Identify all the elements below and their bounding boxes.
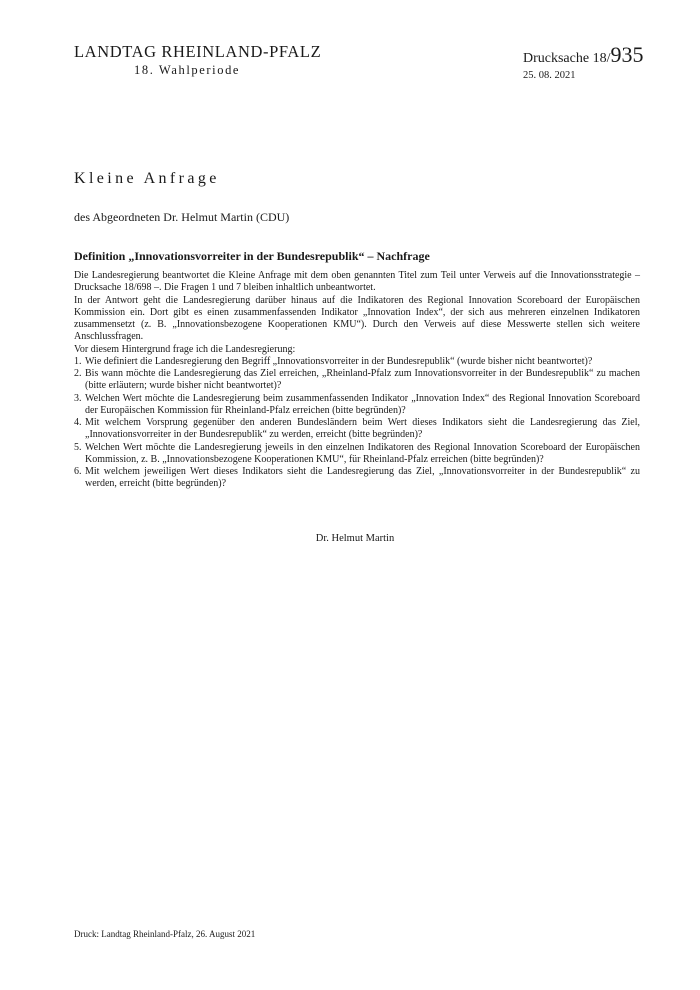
subject-heading: Definition „Innovationsvorreiter in der Bundesrepublik“ – Nachfrage bbox=[74, 249, 430, 263]
question-number: 4. bbox=[74, 417, 82, 428]
question-number: 2. bbox=[74, 368, 82, 379]
question-text: Welchen Wert möchte die Landesregierung beim zusammenfassenden Indikator „Innovation Index“ des Regional Innovation Scoreboard der Europäischen Kommission für Rheinland-Pfalz erreichen (bitte begründen)? bbox=[85, 392, 640, 416]
list-item bbox=[74, 417, 640, 442]
question-number: 5. bbox=[74, 441, 82, 453]
printed-paper-label: Drucksache 18/ bbox=[523, 51, 611, 66]
question-list bbox=[74, 356, 640, 491]
list-item bbox=[74, 393, 640, 418]
question-text: Mit welchem jeweiligen Wert dieses Indikators sieht die Landesregierung das Ziel, „Innovationsvorreiter in der Bundesrepublik“ zu werden, erreicht (bitte begründen)? bbox=[85, 466, 640, 490]
list-item bbox=[74, 442, 640, 467]
author-line: des Abgeordneten Dr. Helmut Martin (CDU) bbox=[74, 210, 290, 224]
context-paragraph: In der Antwort geht die Landesregierung darüber hinaus auf die Indikatoren des Regional Innovation Scoreboard der Europäischen Kommission ein. Dort gibt es einen zusammenfassenden Indikator „Innovation Index“, der sich aus mehreren einzelnen Indikatoren zusammensetzt (z. B. „Innovationsbezogene Kooperationen KMU“). Durch den Verweis auf diese Messwerte stellen sich weitere Anschlussfragen. bbox=[74, 294, 640, 343]
question-text: Welchen Wert möchte die Landesregierung jeweils in den einzelnen Indikatoren des Regional Innovation Scoreboard der Europäischen Kommission, z. B. „Innovationsbezogene Kooperationen KMU“, für Rheinland-Pfalz erreichen (bitte begründen)? bbox=[85, 441, 640, 465]
intro-paragraph: Die Landesregierung beantwortet die Kleine Anfrage mit dem oben genannten Titel zum Teil unter Verweis auf die Innovationsstrategie – Drucksache 18/698 –. Die Fragen 1 und 7 bleiben inhaltlich unbeantwortet. bbox=[74, 270, 640, 294]
document-body bbox=[74, 270, 640, 491]
question-text: Mit welchem Vorsprung gegenüber den anderen Bundesländern beim Wert dieses Indikators sieht die Landesregierung das Ziel, „Innovationsvorreiter in der Bundesrepublik“ zu werden, erreicht (bitte begründen)? bbox=[85, 417, 640, 441]
question-number: 6. bbox=[74, 466, 82, 477]
document-date: 25. 08. 2021 bbox=[523, 70, 576, 81]
document-header bbox=[74, 42, 321, 78]
list-item bbox=[74, 356, 640, 368]
question-number: 3. bbox=[74, 392, 82, 404]
question-lead-in: Vor diesem Hintergrund frage ich die Landesregierung: bbox=[74, 343, 296, 355]
document-reference bbox=[523, 42, 644, 81]
parliament-name: LANDTAG RHEINLAND-PFALZ bbox=[74, 42, 322, 61]
list-item bbox=[74, 466, 640, 491]
question-text: Bis wann möchte die Landesregierung das Ziel erreichen, „Rheinland-Pfalz zum Innovationsvorreiter in der Bundesrepublik“ zu machen (bitte erläutern; wurde bisher nicht beantwortet)? bbox=[85, 368, 640, 392]
list-item bbox=[74, 368, 640, 393]
legislative-period: 18. Wahlperiode bbox=[134, 63, 241, 77]
document-type-heading: Kleine Anfrage bbox=[74, 170, 220, 187]
question-number: 1. bbox=[74, 355, 82, 367]
printed-paper-number-value: 935 bbox=[610, 42, 644, 67]
question-text: Wie definiert die Landesregierung den Begriff „Innovationsvorreiter in der Bundesrepublik“ (wurde bisher nicht beantwortet)? bbox=[85, 355, 593, 367]
print-footer: Druck: Landtag Rheinland-Pfalz, 26. August 2021 bbox=[74, 929, 256, 939]
printed-paper-number bbox=[523, 42, 644, 67]
signature: Dr. Helmut Martin bbox=[315, 533, 395, 544]
